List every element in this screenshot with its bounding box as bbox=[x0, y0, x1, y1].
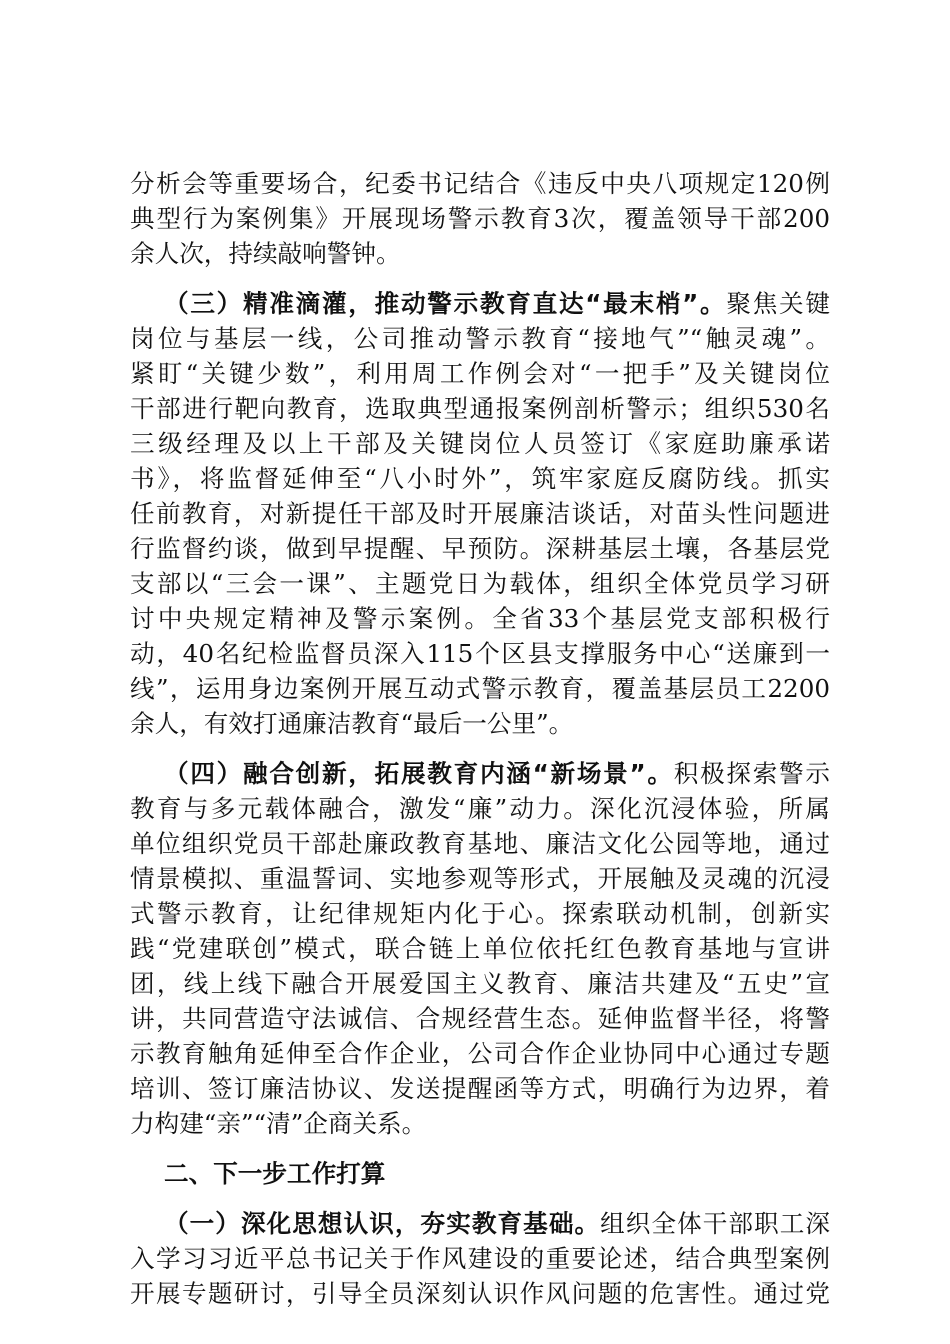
paragraph-line: 培训、签订廉洁协议、发送提醒函等方式，明确行为边界，着 bbox=[130, 1074, 830, 1103]
paragraph-line: 单位组织党员干部赴廉政教育基地、廉洁文化公园等地，通过 bbox=[130, 829, 830, 858]
paragraph-line: 力构建“亲”“清”企商关系。 bbox=[130, 1109, 427, 1138]
paragraph-line: 岗位与基层一线，公司推动警示教育“接地气”“触灵魂”。 bbox=[130, 324, 830, 353]
paragraph-line: 践“党建联创”模式，联合链上单位依托红色教育基地与宣讲 bbox=[130, 934, 830, 963]
paragraph-line: 动，40名纪检监督员深入115个区县支撑服务中心“送廉到一 bbox=[130, 639, 830, 668]
paragraph-line: 讨中央规定精神及警示案例。全省33个基层党支部积极行 bbox=[130, 604, 830, 633]
section-heading-4: （四）融合创新，拓展教育内涵“新场景”。 bbox=[164, 759, 674, 788]
section-title: 二、下一步工作打算 bbox=[164, 1159, 386, 1188]
paragraph-line: 团，线上线下融合开展爱国主义教育、廉洁共建及“五史”宣 bbox=[130, 969, 830, 998]
paragraph-line: 式警示教育，让纪律规矩内化于心。探索联动机制，创新实 bbox=[130, 899, 830, 928]
paragraph-line: 教育与多元载体融合，激发“廉”动力。深化沉浸体验，所属 bbox=[130, 794, 830, 823]
paragraph-line: 开展专题研讨，引导全员深刻认识作风问题的危害性。通过党 bbox=[130, 1279, 830, 1308]
paragraph-first-line bbox=[164, 1206, 830, 1242]
paragraph-text: 聚焦关键 bbox=[726, 289, 830, 318]
paragraph-line: 支部以“三会一课”、主题党日为载体，组织全体党员学习研 bbox=[130, 569, 830, 598]
paragraph-text: 组织全体干部职工深 bbox=[600, 1209, 830, 1238]
paragraph-first-line bbox=[164, 756, 830, 792]
paragraph-line: 行监督约谈，做到早提醒、早预防。深耕基层土壤，各基层党 bbox=[130, 534, 830, 563]
paragraph-line: 紧盯“关键少数”，利用周工作例会对“一把手”及关键岗位 bbox=[130, 359, 830, 388]
paragraph-first-line bbox=[164, 286, 830, 322]
section-heading-1: （一）深化思想认识，夯实教育基础。 bbox=[164, 1209, 601, 1238]
paragraph-line: 示教育触角延伸至合作企业，公司合作企业协同中心通过专题 bbox=[130, 1039, 830, 1068]
paragraph-line: 情景模拟、重温誓词、实地参观等形式，开展触及灵魂的沉浸 bbox=[130, 864, 830, 893]
paragraph-text: 积极探索警示 bbox=[673, 759, 830, 788]
paragraph-line: 线”，运用身边案例开展互动式警示教育，覆盖基层员工2200 bbox=[130, 674, 830, 703]
paragraph-line: 三级经理及以上干部及关键岗位人员签订《家庭助廉承诺 bbox=[130, 429, 830, 458]
paragraph-line: 入学习习近平总书记关于作风建设的重要论述，结合典型案例 bbox=[130, 1244, 830, 1273]
paragraph-line: 讲，共同营造守法诚信、合规经营生态。延伸监督半径，将警 bbox=[130, 1004, 830, 1033]
paragraph-line: 分析会等重要场合，纪委书记结合《违反中央八项规定120例 bbox=[130, 169, 830, 198]
paragraph-line: 余人次，持续敲响警钟。 bbox=[130, 239, 401, 268]
paragraph-line: 余人，有效打通廉洁教育“最后一公里”。 bbox=[130, 709, 574, 738]
section-heading-3: （三）精准滴灌，推动警示教育直达“最末梢”。 bbox=[164, 289, 727, 318]
paragraph-line: 典型行为案例集》开展现场警示教育3次，覆盖领导干部200 bbox=[130, 204, 830, 233]
paragraph-line: 干部进行靶向教育，选取典型通报案例剖析警示；组织530名 bbox=[130, 394, 830, 423]
paragraph-line: 书》，将监督延伸至“八小时外”，筑牢家庭反腐防线。抓实 bbox=[130, 464, 830, 493]
paragraph-line: 任前教育，对新提任干部及时开展廉洁谈话，对苗头性问题进 bbox=[130, 499, 830, 528]
